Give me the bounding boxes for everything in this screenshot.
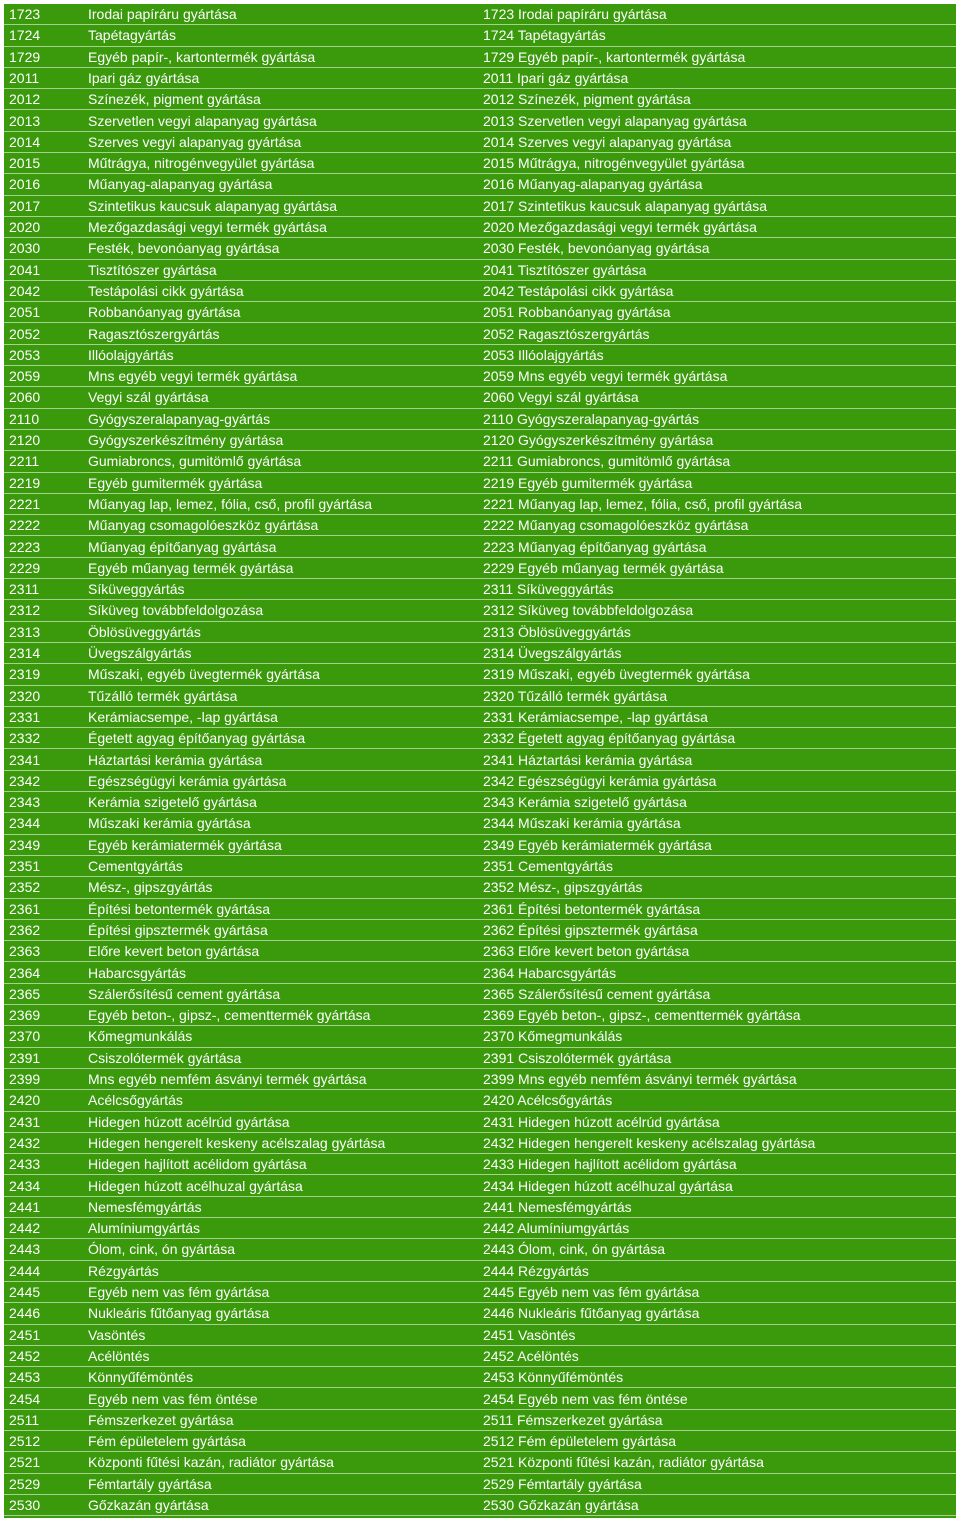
full-label-cell: 2521 Központi fűtési kazán, radiátor gyártása: [483, 1454, 764, 1471]
code-cell: 2060: [9, 389, 41, 406]
full-label-cell: 2391 Csiszolótermék gyártása: [483, 1049, 672, 1066]
code-cell: 2016: [9, 176, 41, 193]
code-cell: 2443: [9, 1241, 41, 1258]
code-cell: 2343: [9, 794, 41, 811]
name-cell: Gyógyszerkészítmény gyártása: [88, 432, 284, 448]
table-row: [4, 47, 956, 68]
name-cell: Acélöntés: [88, 1347, 150, 1364]
code-cell: 2370: [9, 1028, 41, 1045]
full-label-cell: 2060 Vegyi szál gyártása: [483, 389, 639, 406]
name-cell: Vasöntés: [88, 1326, 146, 1343]
code-cell: 2351: [9, 858, 41, 874]
full-label-cell: 2059 Mns egyéb vegyi termék gyártása: [483, 368, 728, 385]
code-cell: 2030: [9, 240, 41, 257]
code-cell: 2453: [9, 1369, 41, 1386]
table-row: [4, 387, 956, 408]
name-cell: Gőzkazán gyártása: [88, 1497, 209, 1513]
full-label-cell: 2012 Színezék, pigment gyártása: [483, 91, 691, 108]
table-row: [4, 835, 956, 856]
code-cell: 2512: [9, 1433, 41, 1450]
full-label-cell: 2332 Égetett agyag építőanyag gyártása: [483, 730, 736, 747]
table-row: [4, 1069, 956, 1090]
code-cell: 2313: [9, 623, 41, 640]
full-label-cell: 2211 Gumiabroncs, gumitömlő gyártása: [483, 453, 731, 470]
full-label-cell: 2370 Kőmegmunkálás: [483, 1028, 623, 1045]
name-cell: Festék, bevonóanyag gyártása: [88, 240, 280, 257]
table-row: [4, 963, 956, 984]
code-cell: 2362: [9, 921, 41, 938]
name-cell: Ólom, cink, ón gyártása: [88, 1241, 236, 1258]
name-cell: Műanyag-alapanyag gyártása: [88, 176, 273, 193]
table-row: [4, 366, 956, 387]
full-label-cell: 2314 Üvegszálgyártás: [483, 645, 622, 661]
name-cell: Égetett agyag építőanyag gyártása: [88, 730, 306, 747]
full-label-cell: 2051 Robbanóanyag gyártása: [483, 304, 671, 321]
full-label-cell: 2020 Mezőgazdasági vegyi termék gyártása: [483, 219, 757, 235]
name-cell: Műszaki, egyéb üvegtermék gyártása: [88, 666, 320, 683]
table-row: [4, 217, 956, 238]
code-cell: 2344: [9, 815, 41, 832]
code-cell: 2012: [9, 91, 41, 108]
code-cell: 2020: [9, 219, 41, 235]
name-cell: Öblösüveggyártás: [88, 623, 201, 640]
full-label-cell: 2017 Szintetikus kaucsuk alapanyag gyártása: [483, 197, 768, 214]
full-label-cell: 1723 Irodai papíráru gyártása: [483, 6, 667, 22]
code-cell: 2445: [9, 1284, 41, 1300]
code-cell: 2110: [9, 410, 40, 427]
full-label-cell: 2052 Ragasztószergyártás: [483, 325, 650, 342]
name-cell: Kőmegmunkálás: [88, 1028, 193, 1045]
name-cell: Nukleáris fűtőanyag gyártása: [88, 1305, 270, 1322]
code-cell: 2013: [9, 112, 41, 129]
full-label-cell: 2223 Műanyag építőanyag gyártása: [483, 538, 707, 555]
name-cell: Kerámia szigetelő gyártása: [88, 794, 257, 811]
table-row: [4, 1452, 956, 1473]
full-label-cell: 2016 Műanyag-alapanyag gyártása: [483, 176, 703, 193]
full-label-cell: 2331 Kerámiacsempe, -lap gyártása: [483, 708, 708, 725]
name-cell: Műtrágya, nitrogénvegyület gyártása: [88, 155, 315, 172]
table-row: [4, 494, 956, 515]
table-row: [4, 537, 956, 558]
name-cell: Testápolási cikk gyártása: [88, 282, 244, 299]
full-label-cell: 2365 Szálerősítésű cement gyártása: [483, 985, 711, 1002]
full-label-cell: 2451 Vasöntés: [483, 1326, 576, 1343]
code-cell: 2312: [9, 602, 41, 619]
code-cell: 2452: [9, 1347, 41, 1364]
name-cell: Egyéb kerámiatermék gyártása: [88, 836, 282, 853]
full-label-cell: 2443 Ólom, cink, ón gyártása: [483, 1241, 666, 1258]
name-cell: Gumiabroncs, gumitömlő gyártása: [88, 453, 302, 470]
name-cell: Vegyi szál gyártása: [88, 389, 209, 406]
code-cell: 2454: [9, 1390, 41, 1407]
full-label-cell: 2351 Cementgyártás: [483, 858, 613, 874]
table-row: [4, 25, 956, 46]
name-cell: Fém épületelem gyártása: [88, 1433, 246, 1450]
table-row: [4, 1346, 956, 1367]
table-row: [4, 1026, 956, 1047]
table-row: [4, 260, 956, 281]
full-label-cell: 2030 Festék, bevonóanyag gyártása: [483, 240, 710, 257]
full-label-cell: 2399 Mns egyéb nemfém ásványi termék gyártása: [483, 1071, 797, 1087]
full-label-cell: 2361 Építési betontermék gyártása: [483, 900, 701, 917]
full-label-cell: 2219 Egyéb gumitermék gyártása: [483, 474, 693, 491]
code-cell: 2529: [9, 1475, 41, 1492]
full-label-cell: 2320 Tűzálló termék gyártása: [483, 687, 668, 704]
code-cell: 2320: [9, 687, 41, 704]
table-row: [4, 132, 956, 153]
table-row: [4, 1176, 956, 1197]
full-label-cell: 2431 Hidegen húzott acélrúd gyártása: [483, 1113, 720, 1130]
table-row: [4, 1197, 956, 1218]
table-row: [4, 750, 956, 771]
table-row: [4, 1133, 956, 1154]
full-label-cell: 2014 Szerves vegyi alapanyag gyártása: [483, 133, 732, 150]
full-label-cell: 2432 Hidegen hengerelt keskeny acélszalag gyártása: [483, 1134, 816, 1151]
full-label-cell: 2110 Gyógyszeralapanyag-gyártás: [483, 410, 700, 427]
full-label-cell: 2349 Egyéb kerámiatermék gyártása: [483, 836, 712, 853]
name-cell: Illóolajgyártás: [88, 346, 174, 363]
table-row: [4, 1005, 956, 1026]
name-cell: Szerves vegyi alapanyag gyártása: [88, 133, 302, 150]
code-cell: 2059: [9, 368, 41, 385]
code-cell: 2221: [9, 495, 41, 512]
name-cell: Gyógyszeralapanyag-gyártás: [88, 410, 271, 427]
code-cell: 2015: [9, 155, 41, 172]
table-row: [4, 1431, 956, 1452]
full-label-cell: 2444 Rézgyártás: [483, 1262, 589, 1279]
name-cell: Hidegen hajlított acélidom gyártása: [88, 1156, 307, 1173]
name-cell: Üvegszálgyártás: [88, 645, 192, 661]
table-row: [4, 1154, 956, 1175]
code-cell: 2219: [9, 474, 41, 491]
table-row: [4, 1410, 956, 1431]
full-label-cell: 2363 Előre kevert beton gyártása: [483, 943, 690, 960]
code-cell: 2369: [9, 1007, 41, 1024]
table-row: [4, 430, 956, 451]
table-row: [4, 941, 956, 962]
full-label-cell: 2341 Háztartási kerámia gyártása: [483, 751, 693, 768]
code-cell: 2211: [9, 453, 40, 470]
table-row: [4, 686, 956, 707]
full-label-cell: 2511 Fémszerkezet gyártása: [483, 1411, 663, 1428]
name-cell: Ipari gáz gyártása: [88, 69, 200, 86]
name-cell: Hidegen húzott acélrúd gyártása: [88, 1113, 290, 1130]
full-label-cell: 2452 Acélöntés: [483, 1347, 579, 1364]
name-cell: Előre kevert beton gyártása: [88, 943, 260, 960]
code-cell: 2451: [9, 1326, 41, 1343]
code-cell: 2521: [9, 1454, 41, 1471]
table-row: [4, 515, 956, 536]
full-label-cell: 2529 Fémtartály gyártása: [483, 1475, 642, 1492]
table-row: [4, 664, 956, 685]
name-cell: Mns egyéb vegyi termék gyártása: [88, 368, 298, 385]
table-row: [4, 899, 956, 920]
name-cell: Műanyag lap, lemez, fólia, cső, profil gyártása: [88, 495, 373, 512]
name-cell: Tisztítószer gyártása: [88, 261, 217, 278]
table-row: [4, 302, 956, 323]
table-row: [4, 1282, 956, 1303]
full-label-cell: 2222 Műanyag csomagolóeszköz gyártása: [483, 517, 749, 534]
name-cell: Alumíniumgyártás: [88, 1220, 201, 1237]
full-label-cell: 2369 Egyéb beton-, gipsz-, cementtermék gyártása: [483, 1007, 801, 1024]
name-cell: Fémtartály gyártása: [88, 1475, 212, 1492]
table-row: [4, 856, 956, 877]
code-cell: 2446: [9, 1305, 41, 1322]
full-label-cell: 2420 Acélcsőgyártás: [483, 1092, 613, 1109]
full-label-cell: 1729 Egyéb papír-, kartontermék gyártása: [483, 48, 746, 65]
code-cell: 2361: [9, 900, 41, 917]
full-label-cell: 2343 Kerámia szigetelő gyártása: [483, 794, 687, 811]
name-cell: Építési betontermék gyártása: [88, 900, 271, 917]
code-cell: 2051: [9, 304, 41, 321]
name-cell: Szervetlen vegyi alapanyag gyártása: [88, 112, 317, 129]
full-label-cell: 2445 Egyéb nem vas fém gyártása: [483, 1284, 700, 1300]
name-cell: Egyéb gumitermék gyártása: [88, 474, 263, 491]
code-cell: 2442: [9, 1220, 41, 1237]
code-cell: 2342: [9, 772, 41, 789]
table-row: [4, 68, 956, 89]
full-label-cell: 2453 Könnyűfémöntés: [483, 1369, 624, 1386]
name-cell: Cementgyártás: [88, 858, 183, 874]
code-cell: 2311: [9, 581, 40, 598]
table-row: [4, 4, 956, 25]
full-label-cell: 2221 Műanyag lap, lemez, fólia, cső, profil gyártása: [483, 495, 803, 512]
name-cell: Mns egyéb nemfém ásványi termék gyártása: [88, 1071, 367, 1087]
full-label-cell: 2342 Egészségügyi kerámia gyártása: [483, 772, 717, 789]
name-cell: Műszaki kerámia gyártása: [88, 815, 251, 832]
name-cell: Egyéb nem vas fém gyártása: [88, 1284, 270, 1300]
full-label-cell: 2120 Gyógyszerkészítmény gyártása: [483, 432, 714, 448]
code-cell: 2441: [9, 1198, 41, 1215]
full-label-cell: 2312 Síküveg továbbfeldolgozása: [483, 602, 694, 619]
name-cell: Nemesfémgyártás: [88, 1198, 202, 1215]
name-cell: Műanyag csomagolóeszköz gyártása: [88, 517, 319, 534]
table-row: [4, 281, 956, 302]
name-cell: Hidegen húzott acélhuzal gyártása: [88, 1177, 303, 1194]
full-label-cell: 2313 Öblösüveggyártás: [483, 623, 631, 640]
name-cell: Központi fűtési kazán, radiátor gyártása: [88, 1454, 334, 1471]
full-label-cell: 2434 Hidegen húzott acélhuzal gyártása: [483, 1177, 733, 1194]
table-row: [4, 813, 956, 834]
full-label-cell: 2454 Egyéb nem vas fém öntése: [483, 1390, 688, 1407]
code-cell: 2511: [9, 1411, 40, 1428]
code-cell: 2120: [9, 432, 41, 448]
code-cell: 2341: [9, 751, 41, 768]
name-cell: Mezőgazdasági vegyi termék gyártása: [88, 219, 327, 235]
name-cell: Irodai papíráru gyártása: [88, 6, 237, 22]
code-cell: 2041: [9, 261, 41, 278]
name-cell: Műanyag építőanyag gyártása: [88, 538, 277, 555]
table-row: [4, 1048, 956, 1069]
table-row: [4, 579, 956, 600]
code-cell: 2052: [9, 325, 41, 342]
full-label-cell: 2311 Síküveggyártás: [483, 581, 614, 598]
full-label-cell: 2446 Nukleáris fűtőanyag gyártása: [483, 1305, 700, 1322]
full-label-cell: 2319 Műszaki, egyéb üvegtermék gyártása: [483, 666, 750, 683]
name-cell: Kerámiacsempe, -lap gyártása: [88, 708, 278, 725]
name-cell: Tűzálló termék gyártása: [88, 687, 238, 704]
full-label-cell: 2013 Szervetlen vegyi alapanyag gyártása: [483, 112, 747, 129]
full-label-cell: 2041 Tisztítószer gyártása: [483, 261, 647, 278]
full-label-cell: 2530 Gőzkazán gyártása: [483, 1497, 639, 1513]
code-cell: 2352: [9, 879, 41, 896]
name-cell: Egészségügyi kerámia gyártása: [88, 772, 287, 789]
table-row: [4, 345, 956, 366]
table-row: [4, 558, 956, 579]
name-cell: Mész-, gipszgyártás: [88, 879, 213, 896]
code-cell: 2223: [9, 538, 41, 555]
table-row: [4, 153, 956, 174]
full-label-cell: 2042 Testápolási cikk gyártása: [483, 282, 674, 299]
full-label-cell: 2441 Nemesfémgyártás: [483, 1198, 632, 1215]
name-cell: Ragasztószergyártás: [88, 325, 220, 342]
name-cell: Tapétagyártás: [88, 27, 176, 44]
table-row: [4, 111, 956, 132]
code-cell: 2431: [9, 1113, 41, 1130]
table-row: [4, 622, 956, 643]
table-row: [4, 792, 956, 813]
code-cell: 2391: [9, 1049, 41, 1066]
table-row: [4, 643, 956, 664]
full-label-cell: 2011 Ipari gáz gyártása: [483, 69, 629, 86]
name-cell: Síküveggyártás: [88, 581, 185, 598]
full-label-cell: 2362 Építési gipsztermék gyártása: [483, 921, 698, 938]
table-row: [4, 1112, 956, 1133]
table-row: [4, 324, 956, 345]
code-cell: 2314: [9, 645, 41, 661]
name-cell: Egyéb nem vas fém öntése: [88, 1390, 258, 1407]
code-cell: 2222: [9, 517, 41, 534]
table-row: [4, 196, 956, 217]
table-row: [4, 1090, 956, 1111]
table-row: [4, 728, 956, 749]
code-cell: 2434: [9, 1177, 41, 1194]
name-cell: Könnyűfémöntés: [88, 1369, 194, 1386]
full-label-cell: 2352 Mész-, gipszgyártás: [483, 879, 643, 896]
table-row: [4, 984, 956, 1005]
name-cell: Acélcsőgyártás: [88, 1092, 183, 1109]
code-cell: 1724: [9, 27, 41, 44]
table-row: [4, 707, 956, 728]
name-cell: Egyéb műanyag termék gyártása: [88, 559, 294, 576]
table-row: [4, 1495, 956, 1516]
code-cell: 2444: [9, 1262, 41, 1279]
code-cell: 2014: [9, 133, 41, 150]
name-cell: Egyéb papír-, kartontermék gyártása: [88, 48, 316, 65]
code-cell: 2017: [9, 197, 41, 214]
table-row: [4, 174, 956, 195]
code-cell: 2420: [9, 1092, 41, 1109]
table-row: [4, 877, 956, 898]
full-label-cell: 2344 Műszaki kerámia gyártása: [483, 815, 681, 832]
code-cell: 2433: [9, 1156, 41, 1173]
table-row: [4, 1367, 956, 1388]
full-label-cell: 2015 Műtrágya, nitrogénvegyület gyártása: [483, 155, 745, 172]
table-row: [4, 600, 956, 621]
name-cell: Szintetikus kaucsuk alapanyag gyártása: [88, 197, 338, 214]
full-label-cell: 2442 Alumíniumgyártás: [483, 1220, 630, 1237]
table-row: [4, 771, 956, 792]
full-label-cell: 2512 Fém épületelem gyártása: [483, 1433, 676, 1450]
table-row: [4, 1325, 956, 1346]
table-row: [4, 1218, 956, 1239]
code-cell: 2331: [9, 708, 41, 725]
code-cell: 2432: [9, 1134, 41, 1151]
code-table: [4, 4, 956, 1518]
table-row: [4, 1303, 956, 1324]
code-cell: 2042: [9, 282, 41, 299]
code-cell: 2011: [9, 69, 40, 86]
table-row: [4, 409, 956, 430]
code-cell: 2530: [9, 1497, 41, 1513]
code-cell: 2364: [9, 964, 41, 981]
table-row: [4, 1239, 956, 1260]
code-cell: 1729: [9, 48, 41, 65]
name-cell: Fémszerkezet gyártása: [88, 1411, 234, 1428]
code-cell: 2349: [9, 836, 41, 853]
name-cell: Hidegen hengerelt keskeny acélszalag gyártása: [88, 1134, 386, 1151]
name-cell: Egyéb beton-, gipsz-, cementtermék gyártása: [88, 1007, 371, 1024]
code-cell: 2229: [9, 559, 41, 576]
table-row: [4, 451, 956, 472]
name-cell: Színezék, pigment gyártása: [88, 91, 261, 108]
full-label-cell: 2229 Egyéb műanyag termék gyártása: [483, 559, 724, 576]
name-cell: Szálerősítésű cement gyártása: [88, 985, 281, 1002]
code-cell: 2365: [9, 985, 41, 1002]
name-cell: Robbanóanyag gyártása: [88, 304, 241, 321]
table-row: [4, 473, 956, 494]
name-cell: Háztartási kerámia gyártása: [88, 751, 263, 768]
full-label-cell: 1724 Tapétagyártás: [483, 27, 606, 44]
full-label-cell: 2433 Hidegen hajlított acélidom gyártása: [483, 1156, 737, 1173]
table-row: [4, 1261, 956, 1282]
code-cell: 1723: [9, 6, 41, 22]
name-cell: Csiszolótermék gyártása: [88, 1049, 242, 1066]
table-row: [4, 920, 956, 941]
table-row: [4, 89, 956, 110]
name-cell: Habarcsgyártás: [88, 964, 187, 981]
code-cell: 2332: [9, 730, 41, 747]
code-cell: 2053: [9, 346, 41, 363]
full-label-cell: 2053 Illóolajgyártás: [483, 346, 604, 363]
code-cell: 2363: [9, 943, 41, 960]
name-cell: Síküveg továbbfeldolgozása: [88, 602, 264, 619]
table-row: [4, 1389, 956, 1410]
name-cell: Építési gipsztermék gyártása: [88, 921, 268, 938]
code-cell: 2399: [9, 1071, 41, 1087]
code-cell: 2319: [9, 666, 41, 683]
full-label-cell: 2364 Habarcsgyártás: [483, 964, 617, 981]
table-row: [4, 238, 956, 259]
table-row: [4, 1474, 956, 1495]
name-cell: Rézgyártás: [88, 1262, 159, 1279]
